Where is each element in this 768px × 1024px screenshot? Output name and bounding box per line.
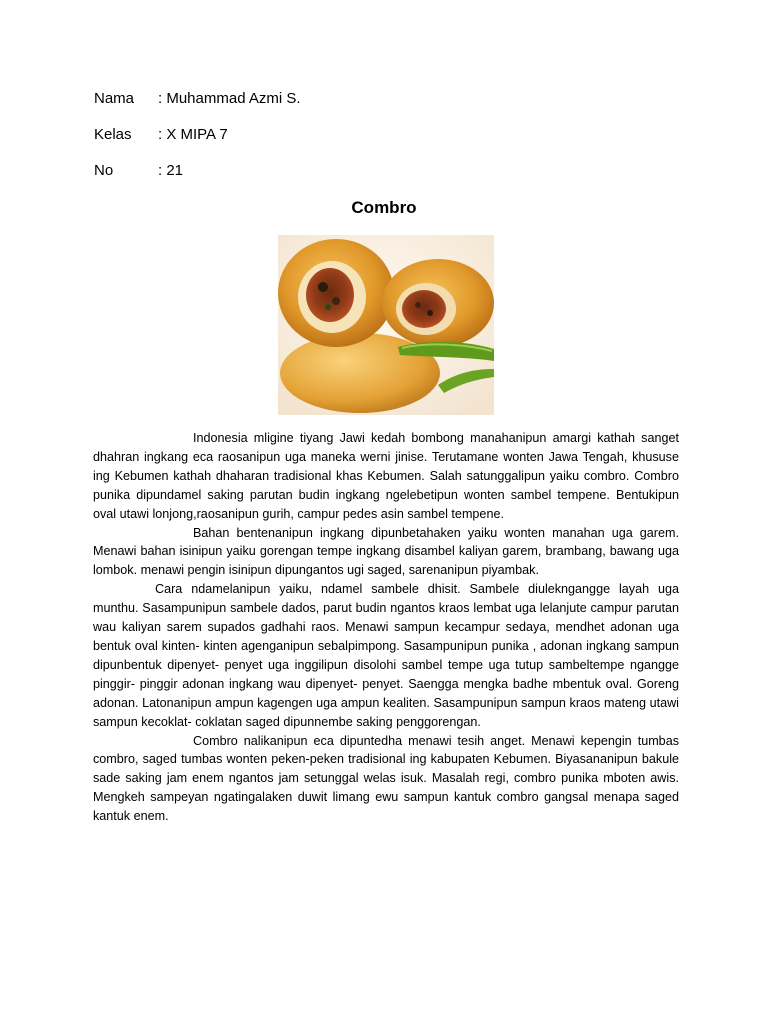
kelas-value: : X MIPA 7: [158, 126, 228, 143]
info-no: [94, 162, 183, 179]
combro-illustration: [278, 235, 494, 415]
paragraph-3: Cara ndamelanipun yaiku, ndamel sambele dhisit. Sambele diuleknganggе layah uga munthu. Sasampunipun sambele dados, parut budin ngantos kraos lembat uga lelanjute campur parutan wau kaliyan sarem supados gadhahi raos. Menawi sampun kecampur sedaya, mendhet adonan uga bentuk oval kinten- kinten agenganipun sebalpimpong. Sasampunipun punika , adonan ingkang sampun dipunbentuk dipenyet- penyet uga inggilipun disolohi sambel tempe uga tutup sambeltempe ngangge pinggir- pinggir adonan ingkang wau dipenyet- penyet. Saengga mengka badhe mbentuk oval. Goreng adonan. Latonanipun ampun kagengen uga ampun kealiten. Sasampunipun sampun kraos mateng utawi sampun kecoklat- coklatan saged dipunnembe saking penggorengan.: [93, 582, 679, 729]
no-label: No: [94, 162, 114, 179]
nama-label: Nama: [94, 90, 135, 107]
page-title: Combro: [351, 198, 417, 217]
no-value: : 21: [158, 162, 184, 179]
kelas-label: Kelas: [94, 126, 132, 143]
info-nama: [94, 90, 301, 107]
nama-value: : Muhammad Azmi S.: [158, 90, 301, 107]
paragraph-4: Combro nalikanipun eca dipuntedha menawi tesih anget. Menawi kepengin tumbas combro, saged tumbas wonten peken-peken tradisional ing kabupaten Kebumen. Biyasananipun bakule sade saking jam enem ngantos jam setunggal welas isuk. Masalah regi, combro punika mboten awis. Mengkeh sampeyan ngatingalaken duwit limang ewu sampun kantuk combro gangsal menapa saged kantuk enem.: [93, 733, 679, 824]
paragraph-1: Indonesia mligine tiyang Jawi kedah bombong manahanipun amargi kathah sanget dhahran ingkang eca raosanipun uga maneka werni jinise. Terutamane wonten Jawa Tengah, khususe ing Kebumen kathah dhaharan tradisional khas Kebumen. Salah satunggalipun yaiku combro. Combro punika dipundamel saking parutan budin ingkang ngelebetipun wonten sambel tempene. Bentukipun oval utawi lonjong,raosanipun gurih, campur pedes asin sambel tempene.: [93, 431, 679, 521]
combro-photo: [278, 235, 494, 415]
info-kelas: [94, 126, 228, 143]
article-body: [93, 429, 679, 826]
paragraph-2: Bahan bentenanipun ingkang dipunbetahaken yaiku wonten manahan uga garem. Menawi bahan isinipun yaiku gorengan tempe ingkang disambel kaliyan garem, brambang, bawang uga lombok. menawi pengin isinipun dipungantos ugi saged, sarenanipun piyambak.: [93, 525, 679, 578]
